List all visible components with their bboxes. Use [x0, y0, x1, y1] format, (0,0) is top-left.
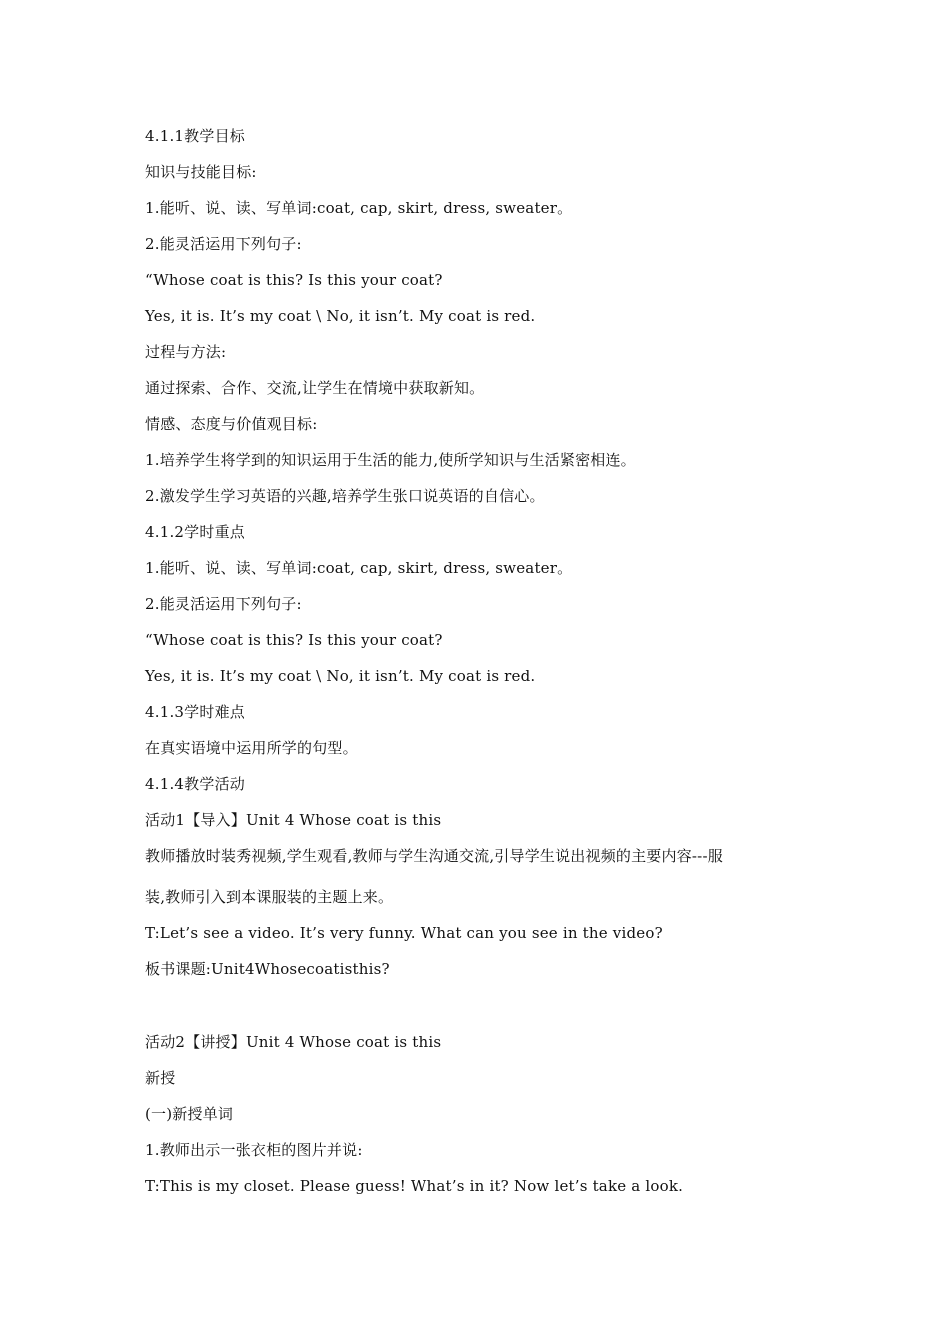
goal-item-2: 2.能灵活运用下列句子: [145, 235, 302, 253]
difficulties-text: 在真实语境中运用所学的句型。 [145, 739, 358, 757]
subheading-knowledge-skills: 知识与技能目标: [145, 163, 257, 181]
key-point-item-1: 1.能听、说、读、写单词:coat, cap, skirt, dress, sweater。 [145, 559, 573, 577]
emotion-item-2: 2.激发学生学习英语的兴趣,培养学生张口说英语的自信心。 [145, 487, 545, 505]
heading-teaching-activities: 4.1.4教学活动 [145, 775, 245, 793]
activity-2-new-lesson: 新授 [145, 1069, 176, 1087]
activity-1-dialogue: T:Let’s see a video. It’s very funny. What can you see in the video? [145, 924, 663, 942]
activity-2-new-words: (一)新授单词 [145, 1105, 234, 1123]
key-point-item-2: 2.能灵活运用下列句子: [145, 595, 302, 613]
sentence-example-1: “Whose coat is this? Is this your coat? [145, 271, 443, 289]
subheading-process-method: 过程与方法: [145, 343, 227, 361]
activity-1-text-line-2: 装,教师引入到本课服装的主题上来。 [145, 888, 394, 906]
activity-1-title: 活动1【导入】Unit 4 Whose coat is this [145, 811, 442, 829]
activity-1-text-line-1: 教师播放时装秀视频,学生观看,教师与学生沟通交流,引导学生说出视频的主要内容---服 [145, 847, 723, 865]
key-sentence-example-1: “Whose coat is this? Is this your coat? [145, 631, 443, 649]
sentence-example-2: Yes, it is. It’s my coat \ No, it isn’t. My coat is red. [145, 307, 536, 325]
subheading-emotion-attitude: 情感、态度与价值观目标: [145, 415, 318, 433]
emotion-item-1: 1.培养学生将学到的知识运用于生活的能力,使所学知识与生活紧密相连。 [145, 451, 636, 469]
activity-1-board-title: 板书课题:Unit4Whosecoatisthis? [145, 960, 390, 978]
heading-teaching-goals: 4.1.1教学目标 [145, 127, 245, 145]
document-body [145, 126, 825, 1212]
activity-2-step-1: 1.教师出示一张衣柜的图片并说: [145, 1141, 363, 1159]
heading-difficulties: 4.1.3学时难点 [145, 703, 245, 721]
heading-key-points: 4.1.2学时重点 [145, 523, 245, 541]
goal-item-1: 1.能听、说、读、写单词:coat, cap, skirt, dress, sweater。 [145, 199, 573, 217]
activity-2-title: 活动2【讲授】Unit 4 Whose coat is this [145, 1033, 442, 1051]
key-sentence-example-2: Yes, it is. It’s my coat \ No, it isn’t. My coat is red. [145, 667, 536, 685]
activity-2-dialogue: T:This is my closet. Please guess! What’s in it? Now let’s take a look. [145, 1177, 684, 1195]
blank-line [145, 995, 825, 1032]
process-method-text: 通过探索、合作、交流,让学生在情境中获取新知。 [145, 379, 485, 397]
